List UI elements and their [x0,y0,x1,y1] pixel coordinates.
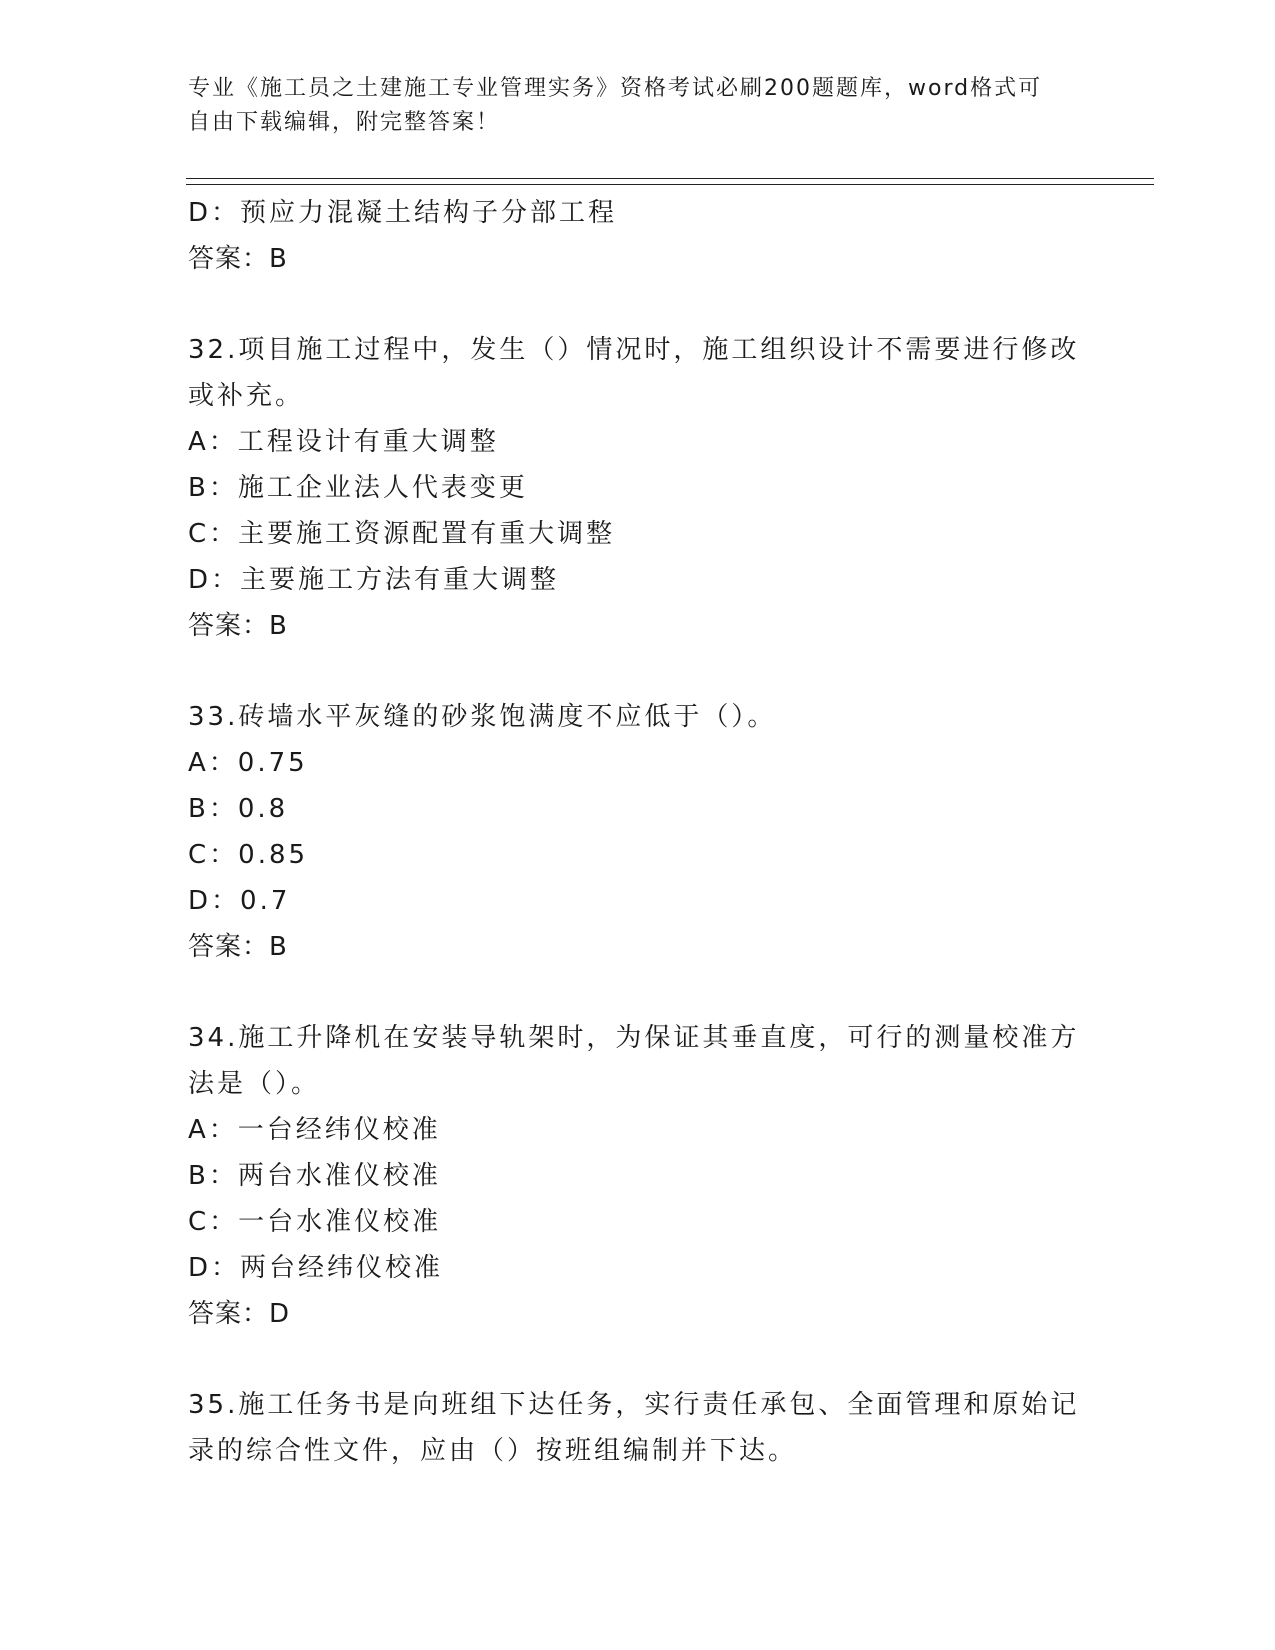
prev-option-d: D：预应力混凝土结构子分部工程 [188,198,618,228]
question-35-stem-line-2: 录的综合性文件，应由（）按班组编制并下达。 [188,1436,798,1466]
header-line-1: 专业《施工员之土建施工专业管理实务》资格考试必刷200题题库，word格式可 [188,76,1043,101]
question-33-stem: 33.砖墙水平灰缝的砂浆饱满度不应低于（）。 [188,702,777,732]
question-34-option-b: B：两台水准仪校准 [188,1161,441,1191]
question-list [188,190,1088,1474]
question-33-option-d: D：0.7 [188,886,291,916]
document-header [188,72,1088,140]
question-34-stem-line-2: 法是（）。 [188,1069,321,1099]
question-33-answer: 答案：B [188,932,288,962]
question-34-answer: 答案：D [188,1299,291,1329]
question-32-option-d: D：主要施工方法有重大调整 [188,565,560,595]
question-34-option-a: A：一台经纬仪校准 [188,1115,441,1145]
header-divider-top [186,178,1154,179]
question-32-option-a: A：工程设计有重大调整 [188,427,499,457]
header-line-2: 自由下载编辑，附完整答案！ [188,110,501,135]
question-33-option-a: A：0.75 [188,748,308,778]
question-32-stem-line-1: 32.项目施工过程中，发生（）情况时，施工组织设计不需要进行修改 [188,335,1080,365]
spacer [188,649,1088,694]
spacer [188,1337,1088,1382]
question-32 [188,327,1088,649]
question-34-stem-line-1: 34.施工升降机在安装导轨架时，为保证其垂直度，可行的测量校准方 [188,1023,1080,1053]
spacer [188,282,1088,327]
question-32-option-c: C：主要施工资源配置有重大调整 [188,519,616,549]
question-35-stem-line-1: 35.施工任务书是向班组下达任务，实行责任承包、全面管理和原始记 [188,1390,1080,1420]
question-34-option-d: D：两台经纬仪校准 [188,1253,444,1283]
prev-answer: 答案：B [188,244,288,274]
question-32-option-b: B：施工企业法人代表变更 [188,473,528,503]
question-35 [188,1382,1088,1474]
question-34 [188,1015,1088,1337]
question-33-option-c: C：0.85 [188,840,309,870]
header-divider-bottom [186,184,1154,185]
question-32-answer: 答案：B [188,611,288,641]
spacer [188,970,1088,1015]
question-33 [188,694,1088,970]
question-34-option-c: C：一台水准仪校准 [188,1207,442,1237]
question-32-stem-line-2: 或补充。 [188,381,305,411]
question-33-option-b: B：0.8 [188,794,289,824]
